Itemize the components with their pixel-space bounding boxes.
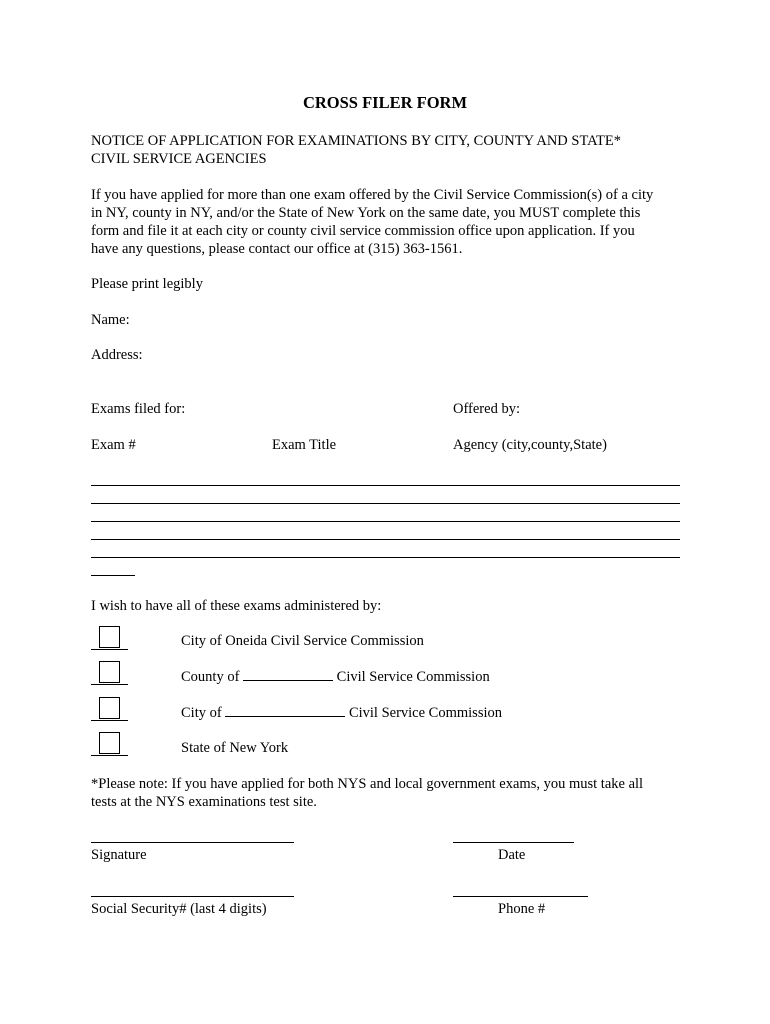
phone-label: Phone # (498, 901, 546, 917)
exams-filed-for-label: Exams filed for: (91, 401, 186, 417)
option-county-label: County of Civil Service Commission (181, 669, 490, 685)
option-oneida-label: City of Oneida Civil Service Commission (181, 633, 424, 649)
administer-prompt: I wish to have all of these exams administered by: (91, 598, 382, 614)
checkbox-state[interactable] (99, 732, 120, 754)
date-line[interactable] (453, 842, 574, 843)
checkbox-underline (91, 684, 128, 685)
checkbox-underline (91, 649, 128, 650)
print-instruction: Please print legibly (91, 276, 203, 292)
option-state-label: State of New York (181, 740, 289, 756)
intro-line-3: form and file it at each city or county civil service commission office upon application. If you (91, 223, 635, 239)
note-line-1: *Please note: If you have applied for both NYS and local government exams, you must take all (91, 776, 644, 792)
city-name-blank[interactable] (225, 704, 345, 717)
col-exam-title: Exam Title (272, 437, 337, 453)
checkbox-underline (91, 755, 128, 756)
exam-entry-line[interactable] (91, 539, 680, 540)
date-label: Date (498, 847, 526, 863)
intro-line-2: in NY, county in NY, and/or the State of New York on the same date, you MUST complete this (91, 205, 641, 221)
notice-line-1: NOTICE OF APPLICATION FOR EXAMINATIONS BY CITY, COUNTY AND STATE* (91, 133, 621, 149)
checkbox-city[interactable] (99, 697, 120, 719)
exam-entry-line[interactable] (91, 521, 680, 522)
name-label: Name: (91, 312, 130, 328)
option-city-label: City of Civil Service Commission (181, 705, 502, 721)
phone-line[interactable] (453, 896, 588, 897)
notice-line-2: CIVIL SERVICE AGENCIES (91, 151, 267, 167)
checkbox-county[interactable] (99, 661, 120, 683)
col-agency: Agency (city,county,State) (453, 437, 607, 453)
checkbox-oneida[interactable] (99, 626, 120, 648)
exam-entry-line[interactable] (91, 557, 680, 558)
exam-entry-line-short[interactable] (91, 575, 135, 576)
signature-line[interactable] (91, 842, 294, 843)
offered-by-label: Offered by: (453, 401, 520, 417)
county-name-blank[interactable] (243, 668, 333, 681)
exam-entry-line[interactable] (91, 485, 680, 486)
ssn-label: Social Security# (last 4 digits) (91, 901, 267, 917)
address-label: Address: (91, 347, 143, 363)
intro-line-4: have any questions, please contact our office at (315) 363-1561. (91, 241, 463, 257)
col-exam-number: Exam # (91, 437, 136, 453)
intro-line-1: If you have applied for more than one exam offered by the Civil Service Commission(s) of a city (91, 187, 654, 203)
note-line-2: tests at the NYS examinations test site. (91, 794, 317, 810)
exam-entry-line[interactable] (91, 503, 680, 504)
checkbox-underline (91, 720, 128, 721)
ssn-line[interactable] (91, 896, 294, 897)
form-title: CROSS FILER FORM (302, 93, 468, 112)
signature-label: Signature (91, 847, 147, 863)
